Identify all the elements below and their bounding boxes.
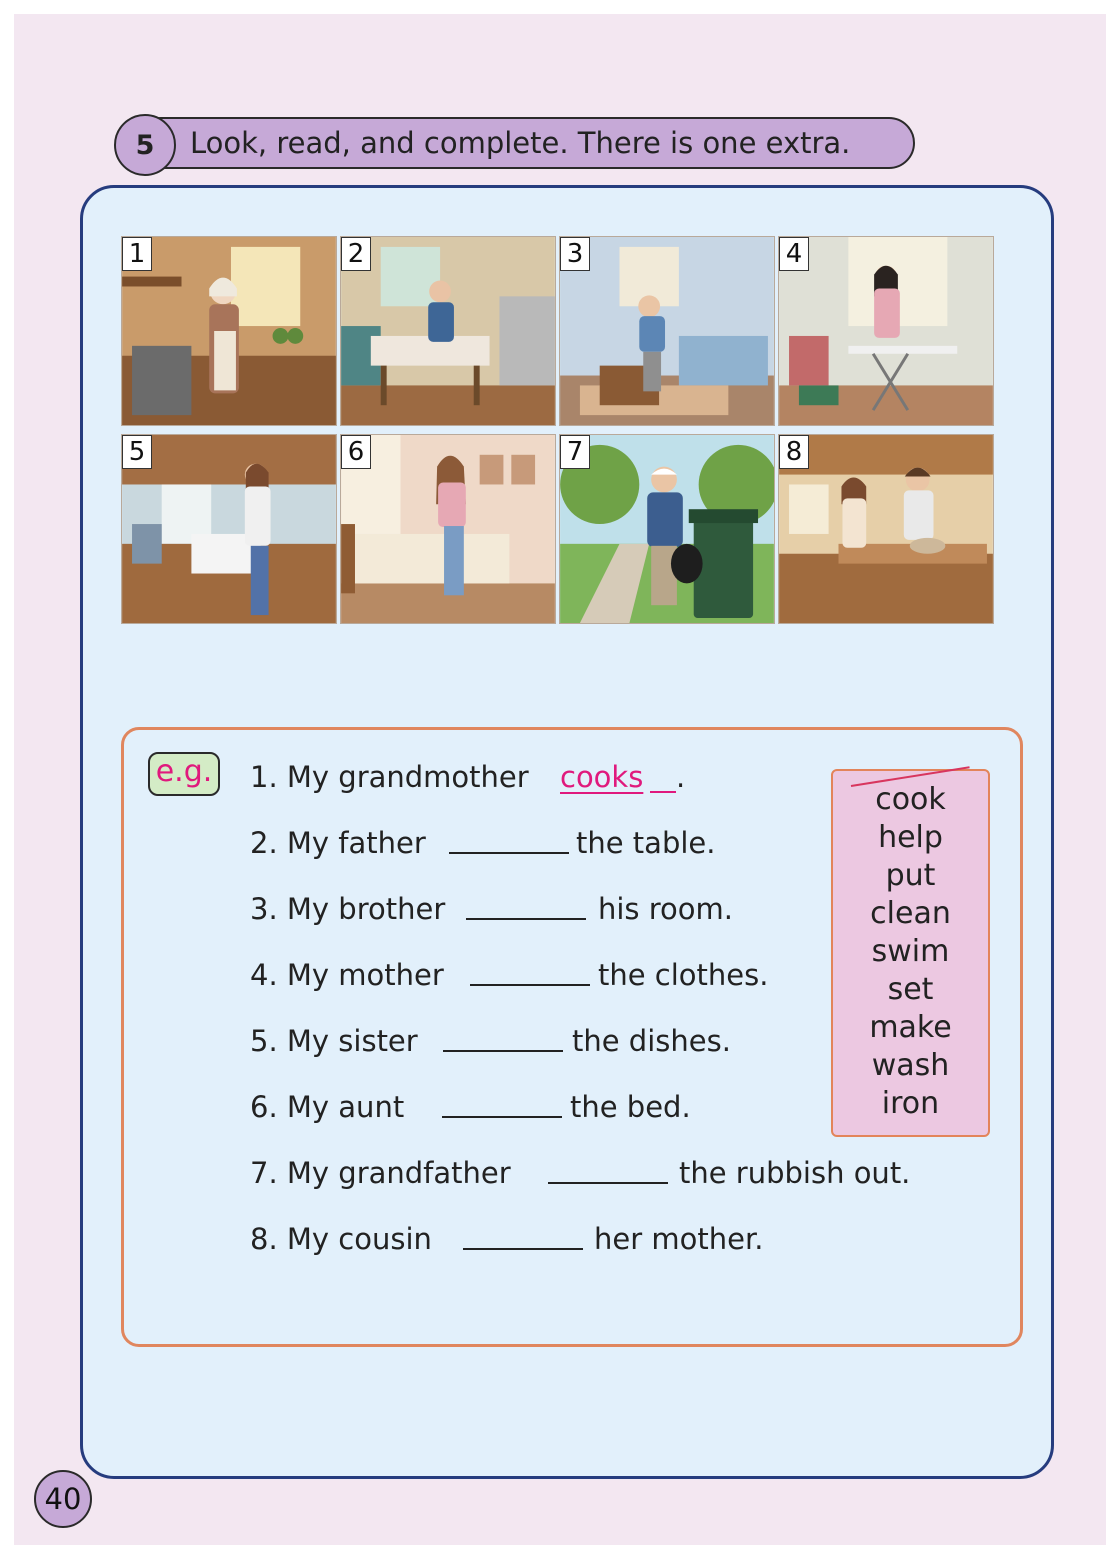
answer-blank-2[interactable] [449,852,569,854]
page-number: 40 [34,1470,92,1528]
garden-scene-illustration [560,435,774,623]
sentence-7-end: the rubbish out. [679,1156,911,1190]
sentence-1-start: 1. My grandmother [250,760,529,794]
answer-blank-1 [650,791,676,793]
sentence-6-start: 6. My aunt [250,1090,405,1124]
answer-blank-5[interactable] [443,1050,563,1052]
sentence-8-start: 8. My cousin [250,1222,432,1256]
sentence-2-start: 2. My father [250,826,426,860]
word-bank-item-wash: wash [871,1048,950,1083]
word-bank-item-cook: cook [875,782,946,817]
sentence-4-start: 4. My mother [250,958,444,992]
sentence-7-start: 7. My grandfather [250,1156,511,1190]
word-bank-item-make: make [869,1010,952,1045]
bed-scene-illustration [341,435,555,623]
sink-scene-illustration [122,435,336,623]
answer-blank-7[interactable] [548,1182,668,1184]
sentence-3-end: his room. [598,892,734,926]
example-badge: e.g. [148,752,220,796]
picture-number: 3 [560,237,590,271]
exercise-number: 5 [114,114,176,176]
answer-blank-6[interactable] [442,1116,562,1118]
word-bank-item-swim: swim [871,934,950,969]
answer-blank-3[interactable] [466,918,586,920]
picture-number: 1 [122,237,152,271]
answer-blank-8[interactable] [463,1248,583,1250]
picture-number: 6 [341,435,371,469]
word-bank-item-put: put [885,858,936,893]
answer-blank-4[interactable] [470,984,590,986]
picture-6 [340,434,556,624]
example-answer: cooks [560,760,644,794]
instruction-text: Look, read, and complete. There is one extra. [190,126,851,160]
picture-4 [778,236,994,426]
picture-number: 8 [779,435,809,469]
picture-number: 5 [122,435,152,469]
picture-1 [121,236,337,426]
sentence-6-end: the bed. [570,1090,691,1124]
sentence-4-end: the clothes. [598,958,769,992]
word-bank-item-set: set [887,972,934,1007]
ironing-scene-illustration [779,237,993,425]
word-bank-item-help: help [878,820,943,855]
picture-2 [340,236,556,426]
sentence-5-start: 5. My sister [250,1024,418,1058]
picture-number: 2 [341,237,371,271]
sentence-2-end: the table. [576,826,716,860]
sentence-5-end: the dishes. [572,1024,731,1058]
sentence-8-end: her mother. [594,1222,764,1256]
sentence-3-start: 3. My brother [250,892,446,926]
word-bank-item-iron: iron [881,1086,940,1121]
picture-number: 7 [560,435,590,469]
baking-scene-illustration [779,435,993,623]
dining-scene-illustration [341,237,555,425]
picture-8 [778,434,994,624]
bedroom-scene-illustration [560,237,774,425]
picture-3 [559,236,775,426]
picture-7 [559,434,775,624]
word-bank-item-clean: clean [870,896,951,931]
sentence-1-end: . [676,760,686,794]
picture-number: 4 [779,237,809,271]
picture-5 [121,434,337,624]
kitchen-scene-illustration [122,237,336,425]
